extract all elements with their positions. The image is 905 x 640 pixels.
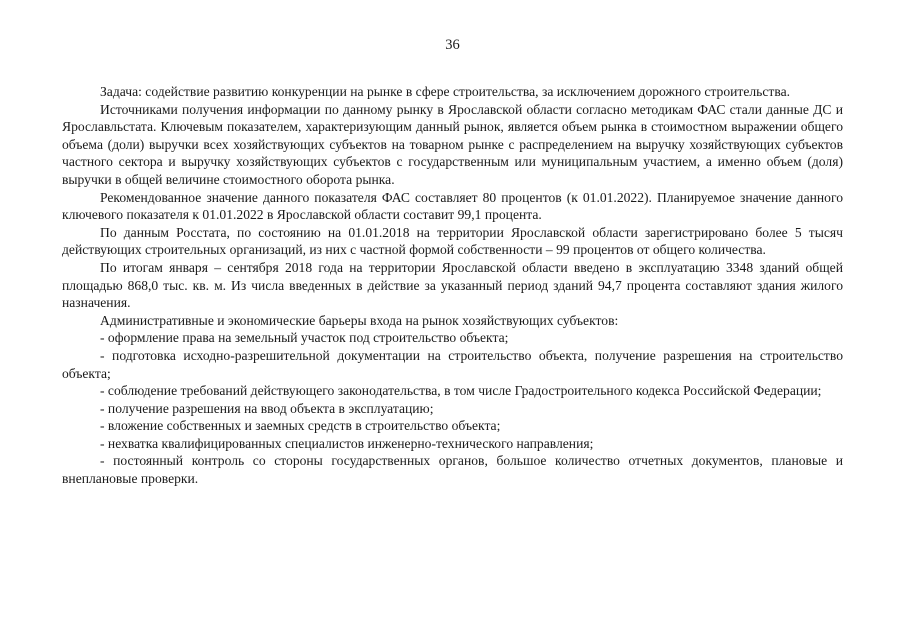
list-item-land-rights: - оформление права на земельный участок под строительство объекта; (100, 330, 509, 346)
paragraph-sources: Источниками получения информации по данному рынку в Ярославской области согласно методикам ФАС стали данные ДС и Ярославльстата. Ключевым показателем, характеризующим данный рынок, является объем рынка в стоимостном выражении общего объема (доли) выручки всех хозяйствующих субъектов на товарном рынке с распределением на выручку хозяйствующих субъектов частного сектора и выручку хозяйствующих субъектов с государственным или муниципальным участием, а именно объем (доля) выручки в общей величине стоимостного оборота рынка. (62, 101, 843, 187)
list-item-legal-compliance: - соблюдение требований действующего законодательства, в том числе Градостроительного кодекса Российской Федерации; (100, 383, 822, 399)
list-item-investment: - вложение собственных и заемных средств в строительство объекта; (100, 418, 501, 434)
paragraph-barriers-intro: Административные и экономические барьеры входа на рынок хозяйствующих субъектов: (100, 312, 619, 328)
list-item-state-control: - постоянный контроль со стороны государственных органов, большое количество отчетных документов, плановые и внеплановые проверки. (62, 453, 843, 487)
list-item-staff-shortage: - нехватка квалифицированных специалистов инженерно-технического направления; (100, 435, 594, 451)
list-item-commissioning-permit: - получение разрешения на ввод объекта в эксплуатацию; (100, 400, 434, 416)
list-item-permit-documentation: - подготовка исходно-разрешительной документации на строительство объекта, получение разрешения на строительство объекта; (62, 347, 843, 381)
paragraph-recommended-value: Рекомендованное значение данного показателя ФАС составляет 80 процентов (к 01.01.2022). Планируемое значение данного ключевого показателя к 01.01.2022 в Ярославской области составит 99,1 процента. (62, 189, 843, 223)
page-number: 36 (445, 37, 460, 53)
paragraph-commissioning-results: По итогам января – сентября 2018 года на территории Ярославской области введено в эксплуатацию 3348 зданий общей площадью 868,0 тыс. кв. м. Из числа введенных в действие за указанный период зданий 94,7 процента составляют здания жилого назначения. (62, 259, 843, 311)
paragraph-rosstat-data: По данным Росстата, по состоянию на 01.01.2018 на территории Ярославской области зарегистрировано более 5 тысяч действующих строительных организаций, из них с частной формой собственности – 99 процентов от общего количества. (62, 224, 843, 258)
paragraph-task: Задача: содействие развитию конкуренции на рынке в сфере строительства, за исключением дорожного строительства. (100, 84, 791, 99)
document-body (62, 83, 843, 488)
